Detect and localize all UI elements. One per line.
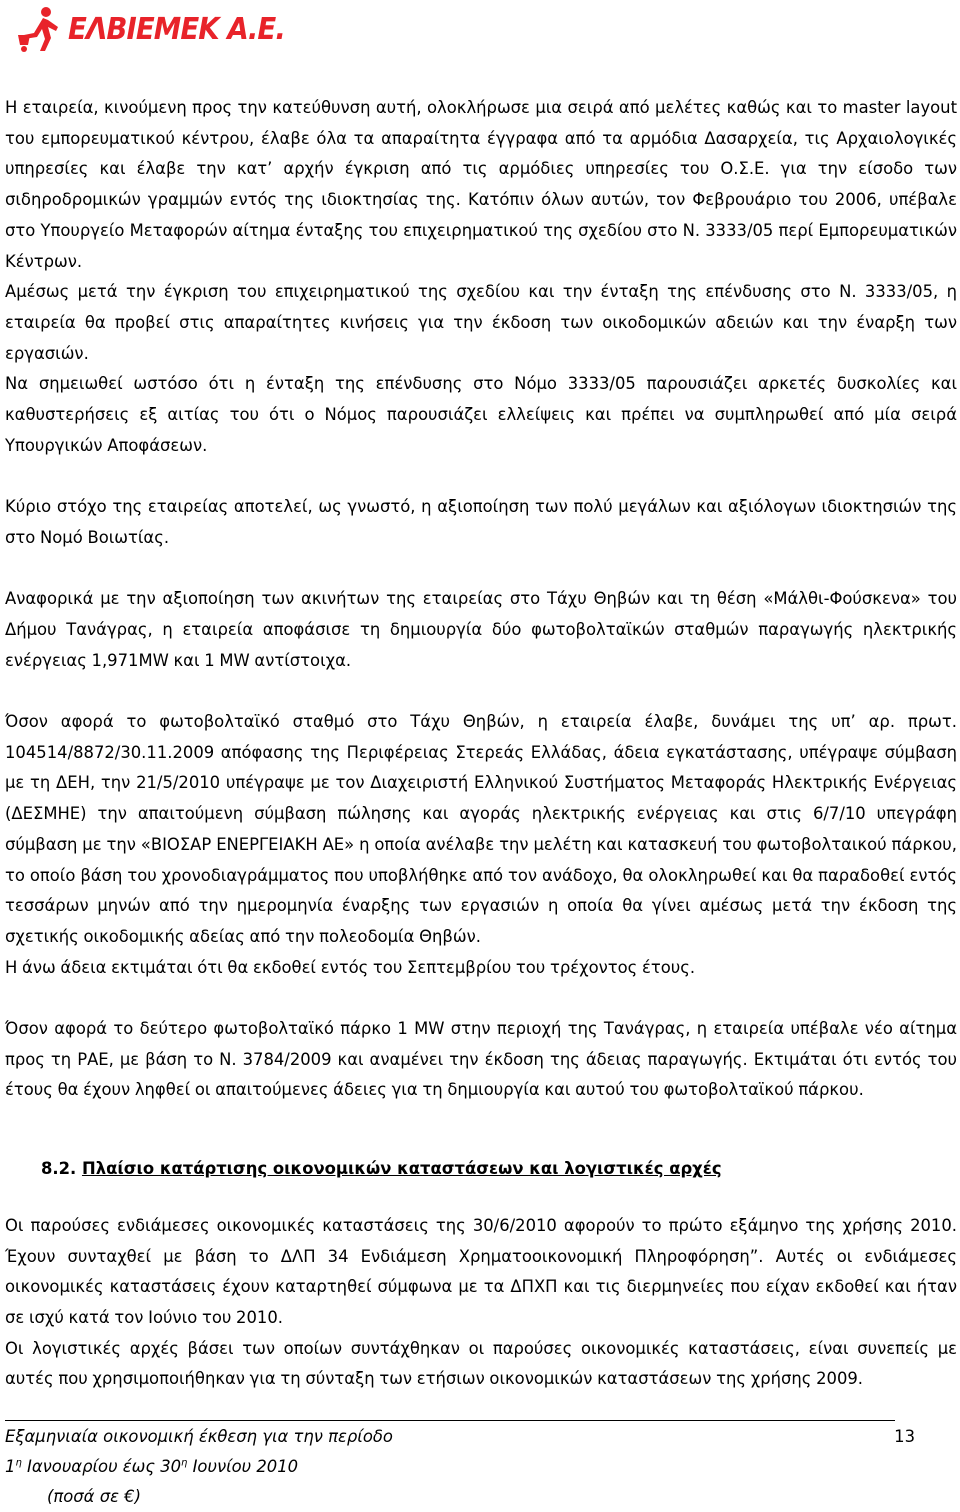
page-footer [5,1422,915,1512]
paragraph: Να σημειωθεί ωστόσο ότι η ένταξη της επένδυσης στο Νόμο 3333/05 παρουσιάζει αρκετές δυσκολίες και καθυστερήσεις εξ αιτίας του ότι ο Νόμος παρουσιάζει ελλείψεις και πρέπει να συμπληρωθεί από μία σειρά Υπουργικών Αποφάσεων. [5,374,957,455]
currency-note: (ποσά σε €) [47,1487,141,1506]
document-body [5,93,957,1395]
section-title: Πλαίσιο κατάρτισης οικονομικών καταστάσεων και λογιστικές αρχές [81,1159,722,1179]
paragraph: Η εταιρεία, κινούμενη προς την κατεύθυνση αυτή, ολοκλήρωσε μια σειρά από μελέτες καθώς και το master layout του εμπορευματικού κέντρου, έλαβε όλα τα απαραίτητα έγγραφα από τα αρμόδια Δασαρχεία, τις Αρχαιολογικές υπηρεσίες και έλαβε την κατ’ αρχήν έγκριση από τις αρμόδιες υπηρεσίες του Ο.Σ.Ε. για την είσοδο των σιδηροδρομικών γραμμών εντός της ιδιοκτησίας της. Κατόπιν όλων αυτών, τον Φεβρουάριο του 2006, υπέβαλε στο Υπουργείο Μεταφορών αίτημα ένταξης του επιχειρηματικού της σχεδίου στο Ν. 3333/05 περί Εμπορευματικών Κέντρων. [5,98,957,271]
paragraph: Κύριο στόχο της εταιρείας αποτελεί, ως γνωστό, η αξιοποίηση των πολύ μεγάλων και αξιόλογων ιδιοκτησιών της στο Νομό Βοιωτίας. [5,497,957,547]
company-logo [12,4,304,54]
report-period: $1^\eta$ Ιανουαρίου έως $30^\eta$ Ιουνίου 2010 [5,1457,299,1476]
logo-text: ΕΛΒΙΕΜΕΚ Α.Ε. [68,11,285,47]
worker-pushing-cart-icon [12,5,74,53]
paragraph: Οι λογιστικές αρχές βάσει των οποίων συντάχθηκαν οι παρούσες οικονομικές καταστάσεις, είναι συνεπείς με αυτές που χρησιμοποιήθηκαν για τη σύνταξη των ετήσιων οικονομικών καταστάσεων της χρήσης 2009. [5,1338,957,1389]
footer-divider [5,1420,895,1421]
paragraph: Οι παρούσες ενδιάμεσες οικονομικές καταστάσεις της 30/6/2010 αφορούν το πρώτο εξάμηνο της χρήσης 2010. Έχουν συνταχθεί με βάση το ΔΛΠ 34 Ενδιάμεση Χρηματοοικονομική Πληροφόρηση”. Αυτές οι ενδιάμεσες οικονομικές καταστάσεις έχουν καταρτηθεί σύμφωνα με τα ΔΠΧΠ και τις διερμηνείες που είχαν εκδοθεί και ήταν σε ισχύ κατά τον Ιούνιο του 2010. [5,1215,957,1327]
section-number: 8.2. [41,1159,77,1179]
paragraph: Όσον αφορά το φωτοβολταϊκό σταθμό στο Τάχυ Θηβών, η εταιρεία έλαβε, δυνάμει της υπ’ αρ. πρωτ. 104514/8872/30.11.2009 απόφασης της Περιφέρειας Στερεάς Ελλάδας, άδεια εγκατάστασης, υπέγραψε σύμβαση με τη ΔΕΗ, την 21/5/2010 υπέγραψε με τον Διαχειριστή Ελληνικού Συστήματος Μεταφοράς Ηλεκτρικής Ενέργειας (ΔΕΣΜΗΕ) την απαιτούμενη σύμβαση πώλησης και αγοράς ηλεκτρικής ενέργειας και στις 6/7/10 υπεγράφη σύμβαση με την «ΒΙΟΣΑΡ ΕΝΕΡΓΕΙΑΚΗ ΑΕ» η οποία ανέλαβε την μελέτη και κατασκευή του φωτοβολταικού πάρκου, το οποίο βάση του χρονοδιαγράμματος που υποβλήθηκε από τον ανάδοχο, θα ολοκληρωθεί και θα παραδοθεί εντός τεσσάρων μηνών από την ημερομηνία έναρξης των εργασιών η οποία θα γίνει αμέσως μετά την έκδοση της σχετικής οικοδομικής αδείας από την πολεοδομία Θηβών. [5,712,957,946]
paragraph: Αμέσως μετά την έγκριση του επιχειρηματικού της σχεδίου και την ένταξη της επένδυσης στο Ν. 3333/05, η εταιρεία θα προβεί στις απαραίτητες κινήσεις για την έκδοση των οικοδομικών αδειών και την έναρξη των εργασιών. [5,282,957,363]
paragraph: Όσον αφορά το δεύτερο φωτοβολταϊκό πάρκο 1 MW στην περιοχή της Τανάγρας, η εταιρεία υπέβαλε νέο αίτημα προς τη ΡΑΕ, με βάση το Ν. 3784/2009 και αναμένει την έκδοση της άδειας παραγωγής. Εκτιμάται ότι εντός του έτους θα έχουν ληφθεί οι απαιτούμενες άδειες για τη δημιουργία και αυτού του φωτοβολταϊκού πάρκου. [5,1019,957,1100]
paragraph: Η άνω άδεια εκτιμάται ότι θα εκδοθεί εντός του Σεπτεμβρίου του τρέχοντος έτους. [5,957,696,977]
section-heading [41,1154,957,1185]
paragraph: Αναφορικά με την αξιοποίηση των ακινήτων της εταιρείας στο Τάχυ Θηβών και τη θέση «Μάλθι-Φούσκενα» του Δήμου Τανάγρας, η εταιρεία αποφάσισε τη δημιουργία δύο φωτοβολταϊκών σταθμών παραγωγής ηλεκτρικής ενέργειας 1,971MW και 1 MW αντίστοιχα. [5,589,957,670]
page-number: 13 [894,1427,915,1446]
report-title: Εξαμηνιαία οικονομική έκθεση για την περίοδο [5,1427,393,1446]
